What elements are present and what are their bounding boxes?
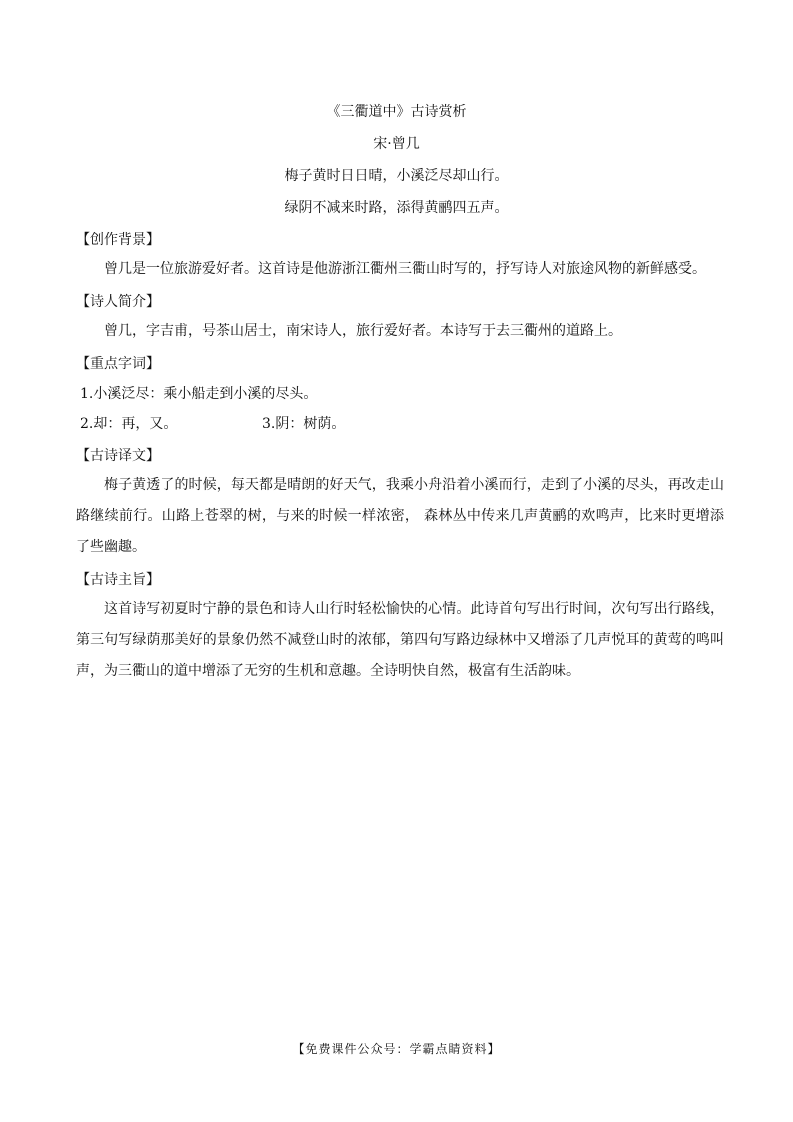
translation-heading: 【古诗译文】 xyxy=(76,448,160,464)
footer-note: 【免费课件公众号：学霸点睛资料】 xyxy=(292,1042,501,1056)
poem-title: 《三衢道中》古诗赏析 xyxy=(326,104,467,120)
theme-text: 这首诗写初夏时宁静的景色和诗人山行时轻松愉快的心情。此诗首句写出行时间，次句写出行路线，第三句写绿荫那美好的景象仍然不减登山时的浓郁，第四句写路边绿林中又增添了几声悦耳的黄莺的鸣叫声，为三衢山的道中增添了无穷的生机和意趣。全诗明快自然，极富有生活韵味。 xyxy=(76,601,724,679)
poem-line-1: 梅子黄时日日晴，小溪泛尽却山行。 xyxy=(284,168,509,184)
background-heading: 【创作背景】 xyxy=(76,232,160,248)
keywords-heading: 【重点字词】 xyxy=(76,356,160,372)
keyword-item-2: 2.却：再，又。 xyxy=(80,416,178,432)
poem-line-2: 绿阴不减来时路，添得黄鹂四五声。 xyxy=(284,200,509,216)
poet-heading: 【诗人简介】 xyxy=(76,294,160,310)
poet-text: 曾几，字吉甫，号茶山居士，南宋诗人，旅行爱好者。本诗写于去三衢州的道路上。 xyxy=(104,323,622,339)
poem-author: 宋·曾几 xyxy=(373,136,420,152)
keyword-item-3: 3.阴：树荫。 xyxy=(262,416,346,432)
keyword-item-1: 1.小溪泛尽：乘小船走到小溪的尽头。 xyxy=(80,386,318,402)
theme-heading: 【古诗主旨】 xyxy=(76,572,160,588)
translation-text: 梅子黄透了的时候，每天都是晴朗的好天气，我乘小舟沿着小溪而行，走到了小溪的尽头，再改走山路继续前行。山路上苍翠的树，与来的时候一样浓密， 森林丛中传来几声黄鹂的欢鸣声，比来时更增添了些幽趣。 xyxy=(76,477,724,555)
background-text: 曾几是一位旅游爱好者。这首诗是他游浙江衢州三衢山时写的，抒写诗人对旅途风物的新鲜感受。 xyxy=(104,261,706,277)
